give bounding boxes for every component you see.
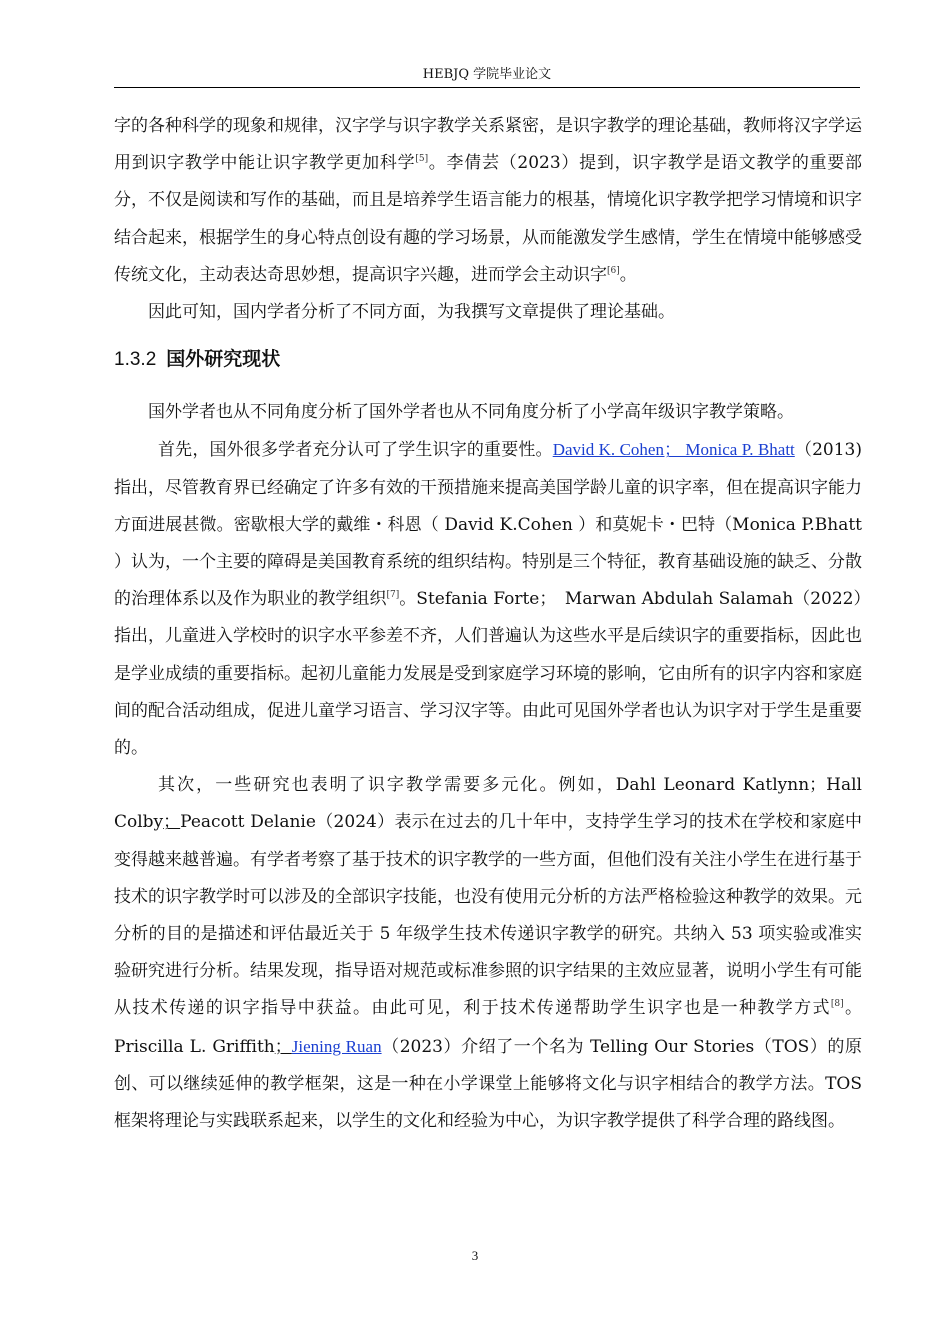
citation-8[interactable]: [8]	[830, 999, 844, 1010]
section-heading	[114, 339, 862, 380]
paragraph-first	[114, 431, 862, 767]
citation-6[interactable]: [6]	[607, 265, 620, 276]
text-run: （2023）介绍了一个名为 Telling Our Stories（TOS）的原创、可以继续延伸的教学框架，这是一种在小学课堂上能够将文化与识字相结合的教学方法。TOS 框架将理论与实践联系起来，以学生的文化和经验为中心，为识字教学提供了科学合理的路线图。	[114, 1036, 862, 1132]
body-text	[114, 108, 862, 1140]
text-run: 字的各种科学的现象和规律，汉字学与识字教学关系紧密，是识字教学的理论基础，教师将汉字学运用到识字教学中能让识字教学更加科学	[114, 116, 862, 174]
text-run: 。	[619, 264, 637, 285]
author-link-ruan[interactable]: Jiening Ruan	[291, 1036, 382, 1056]
text-run: （2013)指出，尽管教育界已经确定了许多有效的干预措施来提高美国学龄儿童的识字率，但在提高识字能力方面进展甚微。密歇根大学的戴维・科恩（ David K.Cohen ）和莫妮卡・巴特（Monica P.Bhatt ）认为，一个主要的障碍是美国教育系统的组织结构。特别是三个特征，教育基础设施的缺乏、分散的治理体系以及作为职业的教学组织	[114, 440, 862, 610]
citation-7[interactable]: [7]	[386, 590, 400, 601]
text-run: 。李倩芸（2023）提到，识字教学是语文教学的重要部分，不仅是阅读和写作的基础，而且是培养学生语言能力的根基，情境化识字教学把学习情境和识字结合起来，根据学生的身心特点创设有趣的学习场景，从而能激发学生感情，学生在情境中能够感受传统文化，主动表达奇思妙想，提高识字兴趣，进而学会主动识字	[114, 153, 863, 285]
paragraph-summary: 因此可知，国内学者分析了不同方面，为我撰写文章提供了理论基础。	[148, 302, 675, 323]
page-number: 3	[471, 1248, 479, 1263]
separator: ；	[163, 812, 181, 833]
text-run: 。Priscilla L. Griffith	[114, 998, 863, 1057]
text-run: 。Stefania Forte； Marwan Abdulah Salamah（2022）指出，儿童进入学校时的识字水平参差不齐，人们普遍认为这些水平是后续识字的重要指标，因此也是学业成绩的重要指标。起初儿童能力发展是受到家庭学习环境的影响，它由所有的识字内容和家庭间的配合活动组成，促进儿童学习语言、学习汉字等。由此可见国外学者也认为识字对于学生是重要的。	[114, 589, 863, 759]
citation-5[interactable]: [5]	[415, 154, 429, 165]
paragraph-second	[114, 767, 862, 1140]
paragraph-intro: 国外学者也从不同角度分析了国外学者也从不同角度分析了小学高年级识字教学策略。	[148, 402, 794, 423]
section-number: 1.3.2	[114, 349, 157, 371]
running-header: HEBJQ 学院毕业论文	[422, 67, 552, 82]
section-title: 国外研究现状	[166, 348, 281, 371]
text-run: Peacott Delanie（2024）表示在过去的几十年中，支持学生学习的技术在学校和家庭中变得越来越普遍。有学者考察了基于技术的识字教学的一些方面，但他们没有关注小学生在进行基于技术的识字教学时可以涉及的全部识字技能，也没有使用元分析的方法严格检验这种教学的效果。元分析的目的是描述和评估最近关于 5 年级学生技术传递识字教学的研究。共纳入 53 项实验或准实验研究进行分析。结果发现，指导语对规范或标准参照的识字结果的主效应显著，说明小学生有可能从技术传递的识字指导中获益。由此可见，利于技术传递帮助学生识字也是一种教学方式	[114, 812, 862, 1019]
text-run: 首先，国外很多学者充分认可了学生识字的重要性。	[158, 440, 553, 461]
header-rule	[114, 87, 860, 88]
separator: ；	[274, 1036, 292, 1057]
author-link-cohen-bhatt[interactable]: David K. Cohen； Monica P. Bhatt	[552, 440, 795, 460]
paragraph-domestic-review	[114, 108, 862, 294]
text-run: 其次，一些研究也表明了识字教学需要多元化。例如，Dahl Leonard Katlynn；Hall Colby	[114, 775, 862, 833]
